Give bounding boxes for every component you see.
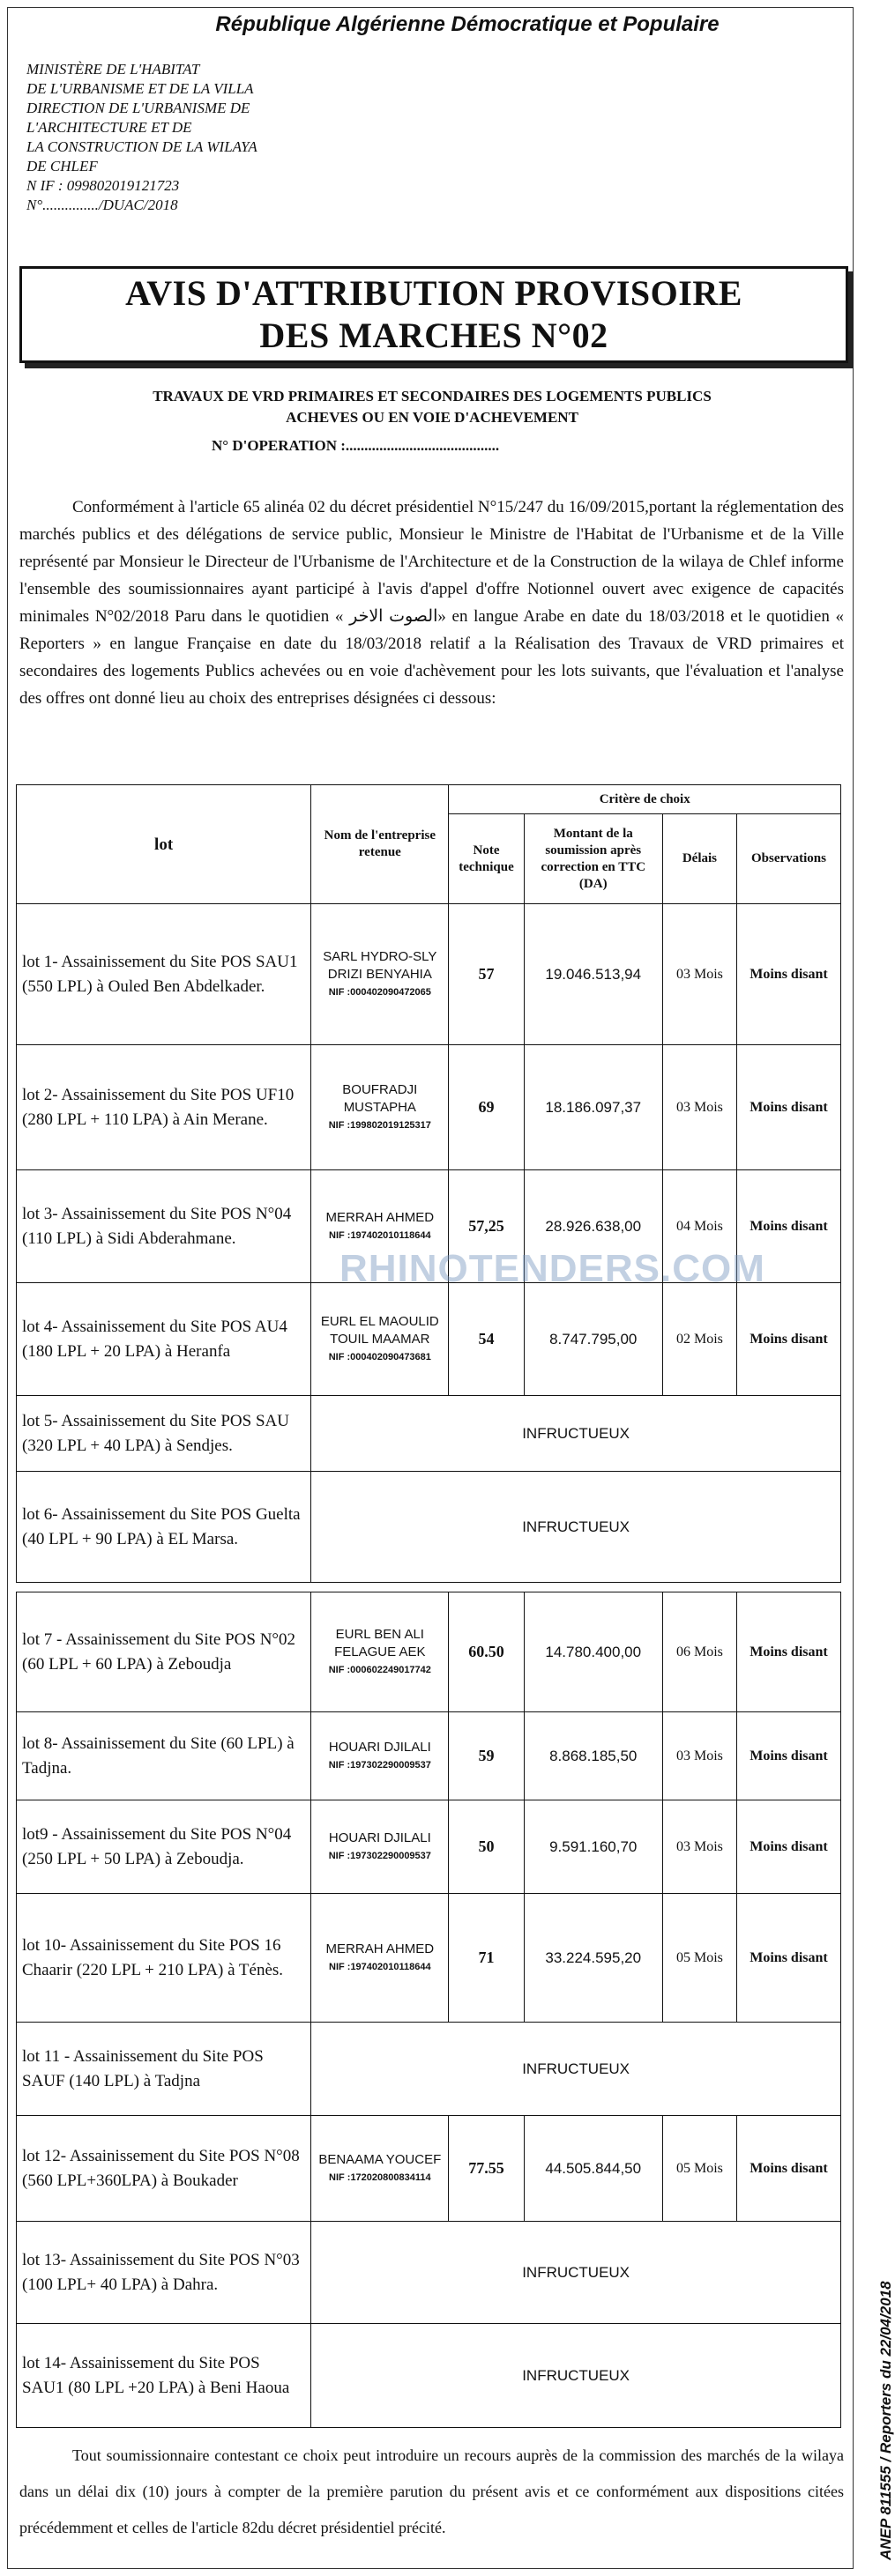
montant-cell: 8.868.185,50 [524,1712,662,1800]
montant-cell: 33.224.595,20 [524,1894,662,2023]
entreprise-name: EURL BEN ALI FELAGUE AEK [334,1626,426,1659]
lot-cell: lot 13- Assainissement du Site POS N°03 (100 LPL+ 40 LPA) à Dahra. [17,2222,311,2324]
header-delais: Délais [662,814,736,904]
entreprise-cell [311,1712,449,1800]
lot-cell: lot 10- Assainissement du Site POS 16 Chaarir (220 LPL + 210 LPA) à Ténès. [17,1894,311,2023]
note-cell: 50 [449,1800,524,1894]
infructueux-cell: INFRUCTUEUX [311,1396,841,1472]
montant-cell: 19.046.513,94 [524,904,662,1045]
entreprise-cell [311,904,449,1045]
montant-cell: 14.780.400,00 [524,1592,662,1712]
lot-cell: lot 3- Assainissement du Site POS N°04 (110 LPL) à Sidi Abderahmane. [17,1170,311,1283]
reference-number: N°.............../DUAC/2018 [26,197,178,213]
lot-cell: lot 12- Assainissement du Site POS N°08 (560 LPL+360LPA) à Boukader [17,2116,311,2222]
infructueux-cell: INFRUCTUEUX [311,2023,841,2116]
lot-cell: lot 14- Assainissement du Site POS SAU1 (80 LPL +20 LPA) à Beni Haoua [17,2324,311,2428]
entreprise-nif: NIF :000402090473681 [328,1351,431,1362]
entreprise-name: MERRAH AHMED [325,1941,435,1956]
ministry-line: DE CHLEF [26,158,98,174]
entreprise-nif: NIF :000402090472065 [328,986,431,998]
note-cell: 57 [449,904,524,1045]
observation-cell: Moins disant [736,2116,840,2222]
header-entreprise: Nom de l'entreprise retenue [311,785,449,904]
table-row [17,2222,841,2324]
ministry-line: LA CONSTRUCTION DE LA WILAYA [26,138,257,155]
table-row [17,2324,841,2428]
entreprise-cell [311,1592,449,1712]
ministry-line: DIRECTION DE L'URBANISME DE [26,100,250,116]
lot-cell: lot 5- Assainissement du Site POS SAU (320 LPL + 40 LPA) à Sendjes. [17,1396,311,1472]
header-critere: Critère de choix [449,785,841,814]
entreprise-nif: NIF :197302290009537 [328,1850,431,1861]
montant-cell: 28.926.638,00 [524,1170,662,1283]
montant-cell: 18.186.097,37 [524,1045,662,1170]
entreprise-name: HOUARI DJILALI [328,1830,431,1845]
entreprise-name: MERRAH AHMED [325,1209,435,1225]
table-row [17,904,841,1045]
observation-cell: Moins disant [736,1045,840,1170]
entreprise-nif: NIF :000602249017742 [328,1664,431,1675]
note-cell: 57,25 [449,1170,524,1283]
infructueux-cell: INFRUCTUEUX [311,1472,841,1583]
montant-cell: 44.505.844,50 [524,2116,662,2222]
observation-cell: Moins disant [736,1712,840,1800]
entreprise-nif: NIF :197402010118644 [329,1961,431,1972]
table-row [17,2023,841,2116]
infructueux-cell: INFRUCTUEUX [311,2324,841,2428]
observation-cell: Moins disant [736,1592,840,1712]
table-row [17,1396,841,1472]
entreprise-nif: NIF :172020800834114 [329,2171,431,2183]
delai-cell: 03 Mois [662,1045,736,1170]
observation-cell: Moins disant [736,1800,840,1894]
awards-table-body [17,904,841,2428]
montant-cell: 9.591.160,70 [524,1800,662,1894]
table-row [17,1800,841,1894]
header-note: Note technique [449,814,524,904]
note-cell: 69 [449,1045,524,1170]
entreprise-cell [311,1894,449,2023]
notice-title: AVIS D'ATTRIBUTION PROVISOIRE [125,273,742,313]
entreprise-name: HOUARI DJILALI [328,1739,431,1755]
operation-number: N° D'OPERATION :......................................... [212,437,500,454]
infructueux-cell: INFRUCTUEUX [311,2222,841,2324]
lot-cell: lot 6- Assainissement du Site POS Guelta (40 LPL + 90 LPA) à EL Marsa. [17,1472,311,1583]
row-gap [17,1583,841,1592]
entreprise-cell [311,1800,449,1894]
entreprise-name: BENAAMA YOUCEF [318,2151,442,2167]
subtitle-line: ACHEVES OU EN VOIE D'ACHEVEMENT [286,409,578,426]
table-row [17,2116,841,2222]
subtitle-line: TRAVAUX DE VRD PRIMAIRES ET SECONDAIRES DES LOGEMENTS PUBLICS [153,388,712,405]
observation-cell: Moins disant [736,904,840,1045]
nif-line: N IF : 099802019121723 [26,177,180,194]
entreprise-name: SARL HYDRO-SLY DRIZI BENYAHIA [323,948,437,982]
table-row [17,1894,841,2023]
observation-cell: Moins disant [736,1283,840,1396]
delai-cell: 05 Mois [662,1894,736,2023]
entreprise-nif: NIF :199802019125317 [328,1119,431,1131]
entreprise-nif: NIF :197302290009537 [328,1759,431,1771]
delai-cell: 04 Mois [662,1170,736,1283]
closing-paragraph: Tout soumissionnaire contestant ce choix peut introduire un recours auprès de la commission des marchés de la wilaya dans un délai dix (10) jours à compter de la première parution du présent avis et ce conformément aux dispositions citées précédemment et celles de l'article 82du décret présidentiel précité. [19,2446,844,2536]
lot-cell: lot 8- Assainissement du Site (60 LPL) à Tadjna. [17,1712,311,1800]
republic-heading: République Algérienne Démocratique et Populaire [215,12,720,36]
header-observations: Observations [736,814,840,904]
header-montant: Montant de la soumission après correction en TTC (DA) [524,814,662,904]
note-cell: 54 [449,1283,524,1396]
lot-cell: lot 7 - Assainissement du Site POS N°02 (60 LPL + 60 LPA) à Zeboudja [17,1592,311,1712]
note-cell: 60.50 [449,1592,524,1712]
title-box [19,266,848,363]
delai-cell: 03 Mois [662,1712,736,1800]
note-cell: 71 [449,1894,524,2023]
entreprise-name: EURL EL MAOULID TOUIL MAAMAR [320,1313,439,1347]
table-row [17,1472,841,1583]
observation-cell: Moins disant [736,1894,840,2023]
observation-cell: Moins disant [736,1170,840,1283]
delai-cell: 03 Mois [662,1800,736,1894]
table-row [17,1045,841,1170]
ministry-line: MINISTÈRE DE L'HABITAT [26,61,200,78]
lot-cell: lot 4- Assainissement du Site POS AU4 (180 LPL + 20 LPA) à Heranfa [17,1283,311,1396]
lot-cell: lot 2- Assainissement du Site POS UF10 (280 LPL + 110 LPA) à Ain Merane. [17,1045,311,1170]
entreprise-name: BOUFRADJI MUSTAPHA [342,1081,418,1115]
delai-cell: 03 Mois [662,904,736,1045]
montant-cell: 8.747.795,00 [524,1283,662,1396]
lot-cell: lot 1- Assainissement du Site POS SAU1 (550 LPL) à Ouled Ben Abdelkader. [17,904,311,1045]
table-row [17,1283,841,1396]
delai-cell: 05 Mois [662,2116,736,2222]
lot-cell: lot 11 - Assainissement du Site POS SAUF (140 LPL) à Tadjna [17,2023,311,2116]
publication-reference: ANEP 811555 / Reporters du 22/04/2018 [877,2281,894,2560]
entreprise-cell [311,1045,449,1170]
ministry-block [26,60,291,215]
entreprise-cell [311,1283,449,1396]
delai-cell: 02 Mois [662,1283,736,1396]
lot-cell: lot9 - Assainissement du Site POS N°04 (250 LPL + 50 LPA) à Zeboudja. [17,1800,311,1894]
notice-title-line2: DES MARCHES N°02 [259,316,608,355]
table-row [17,1712,841,1800]
entreprise-nif: NIF :197402010118644 [329,1229,431,1241]
delai-cell: 06 Mois [662,1592,736,1712]
ministry-line: L'ARCHITECTURE ET DE [26,119,192,136]
watermark: RHINOTENDERS.COM [339,1247,765,1290]
table-row [17,1592,841,1712]
entreprise-cell [311,2116,449,2222]
note-cell: 59 [449,1712,524,1800]
awards-table [16,784,841,2428]
works-subtitle [53,386,811,428]
ministry-line: DE L'URBANISME ET DE LA VILLA [26,80,254,97]
header-lot: lot [17,785,311,904]
note-cell: 77.55 [449,2116,524,2222]
intro-paragraph: Conformément à l'article 65 alinéa 02 du décret présidentiel N°15/247 du 16/09/2015,portant la réglementation des marchés publics et des délégations de service public, Monsieur le Ministre de l'Habitat de l'Urbanisme et de la Ville représenté par Monsieur le Directeur de l'Urbanisme de l'Architecture et de la Construction de la wilaya de Chlef informe l'ensemble des soumissionnaires ayant participé à l'avis d'appel d'offre Notionnel ouvert avec exigence de capacités minimales N°02/2018 Paru dans le quotidien « الصوت الاخر» en langue Arabe en date du 18/03/2018 et le quotidien « Reporters » en langue Française en date du 18/03/2018 relatif a la Réalisation des Travaux de VRD primaires et secondaires des logements Publics achevées ou en voie d'achèvement pour les lots suivants, que l'évaluation et l'analyse des offres ont donné lieu au choix des entreprises désignées ci dessous: [19,498,845,708]
